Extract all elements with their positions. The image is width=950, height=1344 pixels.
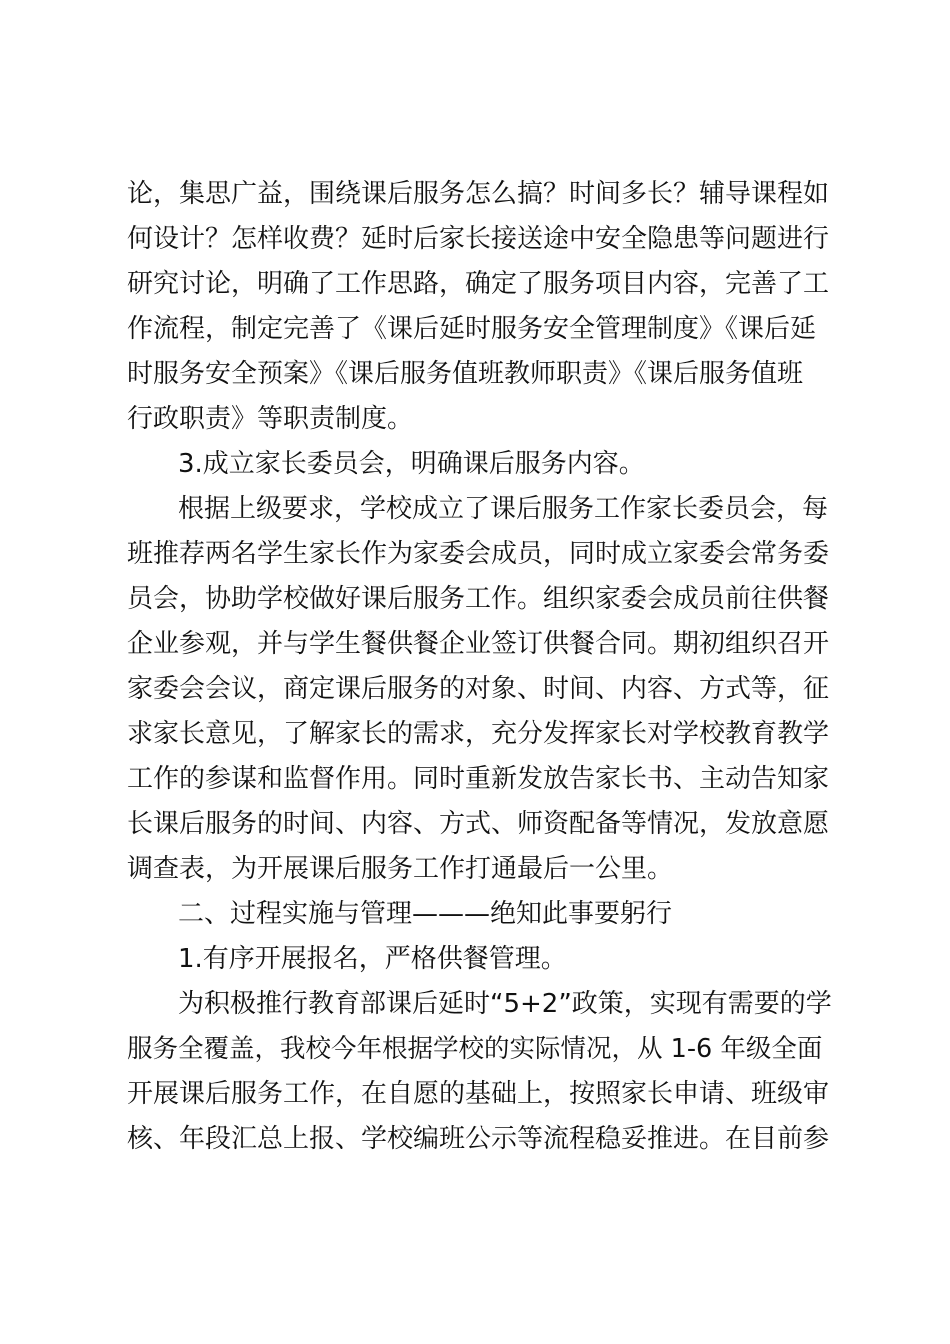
paragraph-line: 求家长意见，了解家长的需求，充分发挥家长对学校教育教学	[127, 719, 830, 749]
paragraph-line: 调查表，为开展课后服务工作打通最后一公里。	[127, 854, 674, 884]
paragraph-line: 论，集思广益，围绕课后服务怎么搞？时间多长？辅导课程如	[127, 179, 830, 209]
paragraph-line: 企业参观，并与学生餐供餐企业签订供餐合同。期初组织召开	[127, 629, 830, 659]
paragraph-line: 工作的参谋和监督作用。同时重新发放告家长书、主动告知家	[127, 764, 830, 794]
paragraph-line: 家委会会议，商定课后服务的对象、时间、内容、方式等，征	[127, 674, 830, 704]
paragraph-line: 服务全覆盖，我校今年根据学校的实际情况，从 1-6 年级全面	[127, 1034, 823, 1064]
paragraph-line: 研究讨论，明确了工作思路，确定了服务项目内容，完善了工	[127, 269, 830, 299]
subheading: 1.有序开展报名，严格供餐管理。	[178, 944, 567, 974]
paragraph-line: 时服务安全预案》《课后服务值班教师职责》《课后服务值班	[127, 359, 804, 389]
paragraph-line: 员会，协助学校做好课后服务工作。组织家委会成员前往供餐	[127, 584, 830, 614]
paragraph-line: 作流程，制定完善了《课后延时服务安全管理制度》《课后延	[127, 314, 817, 344]
paragraph-line: 开展课后服务工作，在自愿的基础上，按照家长申请、班级审	[127, 1079, 830, 1109]
paragraph-line: 行政职责》等职责制度。	[127, 404, 414, 434]
paragraph-line: 为积极推行教育部课后延时“5+2”政策，实现有需要的学	[178, 989, 832, 1019]
subheading: 3.成立家长委员会，明确课后服务内容。	[178, 449, 645, 479]
paragraph-line: 长课后服务的时间、内容、方式、师资配备等情况，发放意愿	[127, 809, 830, 839]
paragraph-line: 班推荐两名学生家长作为家委会成员，同时成立家委会常务委	[127, 539, 830, 569]
paragraph-line: 何设计？怎样收费？延时后家长接送途中安全隐患等问题进行	[127, 224, 830, 254]
section-heading: 二、过程实施与管理———绝知此事要躬行	[178, 899, 673, 929]
paragraph-line: 核、年段汇总上报、学校编班公示等流程稳妥推进。在目前参	[127, 1124, 830, 1154]
paragraph-line: 根据上级要求，学校成立了课后服务工作家长委员会，每	[178, 494, 829, 524]
